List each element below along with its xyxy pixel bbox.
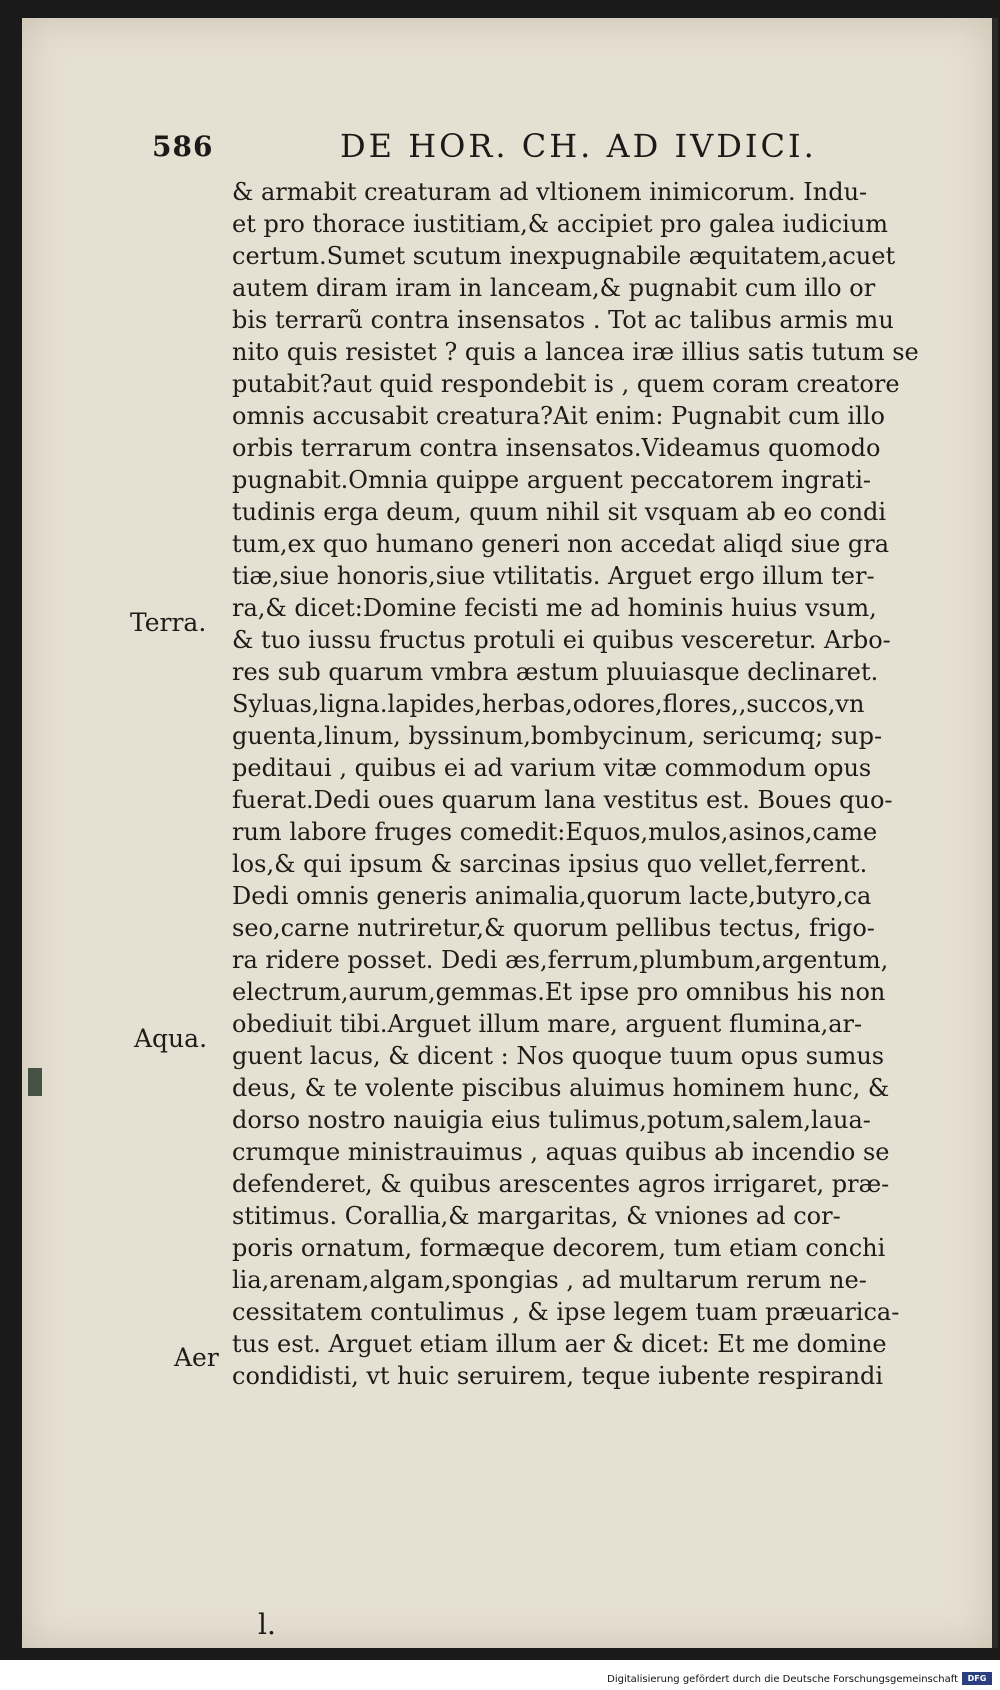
running-head: DE HOR. CH. AD IVDICI. <box>340 127 817 165</box>
body-line: fuerat.Dedi oues quarum lana vestitus est. Boues quo- <box>232 786 893 814</box>
footer-credit: Digitalisierung gefördert durch die Deutsche Forschungsgemeinschaft <box>607 1674 958 1685</box>
marginal-note-terra: Terra. <box>130 608 207 637</box>
body-line: peditaui , quibus ei ad varium vitæ commodum opus <box>232 754 872 782</box>
body-line: putabit?aut quid respondebit is , quem coram creatore <box>232 370 900 398</box>
body-text <box>232 176 932 1392</box>
marginal-note-aer: Aer <box>174 1343 219 1372</box>
body-line: Syluas,ligna.lapides,herbas,odores,flores,,succos,vn <box>232 690 865 718</box>
body-line: tudinis erga deum, quum nihil sit vsquam ab eo condi <box>232 498 887 526</box>
body-line: cessitatem contulimus , & ipse legem tuam præuarica- <box>232 1298 900 1326</box>
body-line: lia,arenam,algam,spongias , ad multarum rerum ne- <box>232 1266 867 1294</box>
body-line: seo,carne nutriretur,& quorum pellibus tectus, frigo- <box>232 914 875 942</box>
body-line: rum labore fruges comedit:Equos,mulos,asinos,came <box>232 818 878 846</box>
body-line: nito quis resistet ? quis a lancea iræ illius satis tutum se <box>232 338 919 366</box>
body-line: omnis accusabit creatura?Ait enim: Pugnabit cum illo <box>232 402 885 430</box>
body-line: stitimus. Corallia,& margaritas, & vniones ad cor- <box>232 1202 841 1230</box>
page-number: 586 <box>152 130 214 163</box>
body-line: poris ornatum, formæque decorem, tum etiam conchi <box>232 1234 886 1262</box>
body-line: et pro thorace iustitiam,& accipiet pro galea iudicium <box>232 210 889 238</box>
body-line: orbis terrarum contra insensatos.Videamus quomodo <box>232 434 881 462</box>
body-line: condidisti, vt huic seruirem, teque iubente respirandi <box>232 1362 884 1390</box>
body-line: tum,ex quo humano generi non accedat aliqd siue gra <box>232 530 890 558</box>
body-line: dorso nostro nauigia eius tulimus,potum,salem,laua- <box>232 1106 871 1134</box>
body-line: obediuit tibi.Arguet illum mare, arguent flumina,ar- <box>232 1010 863 1038</box>
bottom-mark: l. <box>258 1608 276 1641</box>
body-line: crumque ministrauimus , aquas quibus ab incendio se <box>232 1138 890 1166</box>
marginal-note-aqua: Aqua. <box>134 1024 208 1053</box>
body-line: Dedi omnis generis animalia,quorum lacte,butyro,ca <box>232 882 872 910</box>
body-line: & tuo iussu fructus protuli ei quibus vesceretur. Arbo- <box>232 626 891 654</box>
body-line: ra ridere posset. Dedi æs,ferrum,plumbum,argentum, <box>232 946 889 974</box>
body-line: & armabit creaturam ad vltionem inimicorum. Indu- <box>232 178 868 206</box>
body-line: guenta,linum, byssinum,bombycinum, sericumq; sup- <box>232 722 883 750</box>
body-line: pugnabit.Omnia quippe arguent peccatorem ingrati- <box>232 466 871 494</box>
body-line: tus est. Arguet etiam illum aer & dicet: Et me domine <box>232 1330 887 1358</box>
body-line: deus, & te volente piscibus aluimus hominem hunc, & <box>232 1074 890 1102</box>
gutter-mark <box>28 1068 42 1096</box>
body-line: electrum,aurum,gemmas.Et ipse pro omnibus his non <box>232 978 886 1006</box>
body-line: certum.Sumet scutum inexpugnabile æquitatem,acuet <box>232 242 896 270</box>
body-line: guent lacus, & dicent : Nos quoque tuum opus sumus <box>232 1042 885 1070</box>
body-line: res sub quarum vmbra æstum pluuiasque declinaret. <box>232 658 879 686</box>
body-line: ra,& dicet:Domine fecisti me ad hominis huius vsum, <box>232 594 877 622</box>
body-line: tiæ,siue honoris,siue vtilitatis. Arguet ergo illum ter- <box>232 562 875 590</box>
body-line: defenderet, & quibus arescentes agros irrigaret, præ- <box>232 1170 890 1198</box>
body-line: bis terrarũ contra insensatos . Tot ac talibus armis mu <box>232 306 894 334</box>
body-line: los,& qui ipsum & sarcinas ipsius quo vellet,ferrent. <box>232 850 868 878</box>
dfg-logo: DFG <box>962 1672 992 1685</box>
body-line: autem diram iram in lanceam,& pugnabit cum illo or <box>232 274 876 302</box>
